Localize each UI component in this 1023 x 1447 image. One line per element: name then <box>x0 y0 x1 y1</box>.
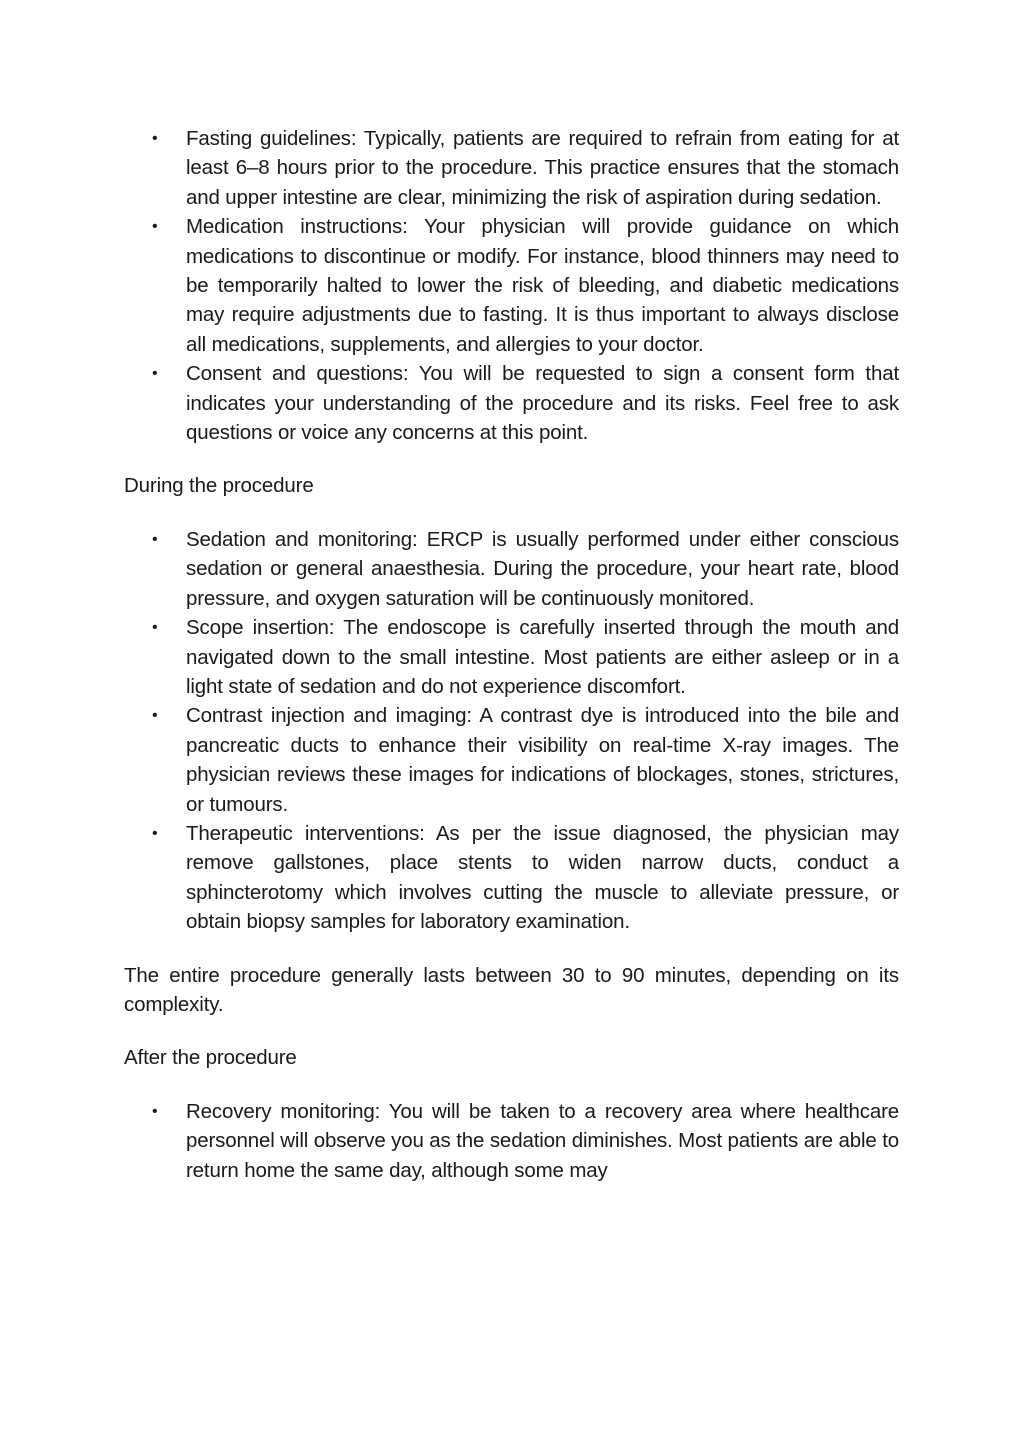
bullet-icon: • <box>152 218 158 236</box>
after-procedure-list <box>124 1097 899 1185</box>
list-item-text: Medication instructions: Your physician will provide guidance on which medications to discontinue or modify. For instance, blood thinners may need to be temporarily halted to lower the risk of bleeding, and diabetic medications may require adjustments due to fasting. It is thus important to always disclose all medications, supplements, and allergies to your doctor. <box>186 215 899 356</box>
bullet-icon: • <box>152 824 158 842</box>
list-item-text: Consent and questions: You will be requested to sign a consent form that indicates your understanding of the procedure and its risks. Feel free to ask questions or voice any concerns at this point. <box>186 362 899 445</box>
list-item <box>124 124 899 212</box>
bullet-icon: • <box>152 530 158 548</box>
document-page <box>124 124 899 1185</box>
list-item-text: Scope insertion: The endoscope is carefully inserted through the mouth and navigated down to the small intestine. Most patients are either asleep or in a light state of sedation and do not experience discomfort. <box>186 616 899 698</box>
bullet-icon: • <box>152 619 158 637</box>
list-item <box>124 819 899 937</box>
list-item-text: Fasting guidelines: Typically, patients are required to refrain from eating for at least 6–8 hours prior to the procedure. This practice ensures that the stomach and upper intestine are clear, minimizing the risk of aspiration during sedation. <box>186 127 899 209</box>
duration-paragraph: The entire procedure generally lasts between 30 to 90 minutes, depending on its complexity. <box>124 963 899 1016</box>
bullet-icon: • <box>152 365 158 383</box>
list-item <box>124 613 899 701</box>
bullet-icon: • <box>152 1102 158 1120</box>
list-item <box>124 701 899 819</box>
list-item <box>124 1097 899 1185</box>
list-item <box>124 212 899 359</box>
list-item <box>124 359 899 447</box>
during-procedure-list <box>124 525 899 937</box>
list-item <box>124 525 899 613</box>
before-procedure-list <box>124 124 899 447</box>
list-item-text: Recovery monitoring: You will be taken to a recovery area where healthcare personnel will observe you as the sedation diminishes. Most patients are able to return home the same day, although some may <box>186 1099 899 1182</box>
list-item-text: Sedation and monitoring: ERCP is usually performed under either conscious sedation or general anaesthesia. During the procedure, your heart rate, blood pressure, and oxygen saturation will be continuously monitored. <box>186 527 899 610</box>
bullet-icon: • <box>152 130 158 147</box>
list-item-text: Therapeutic interventions: As per the issue diagnosed, the physician may remove gallstones, place stents to widen narrow ducts, conduct a sphincterotomy which involves cutting the muscle to alleviate pressure, or obtain biopsy samples for laboratory examination. <box>186 821 899 934</box>
list-item-text: Contrast injection and imaging: A contrast dye is introduced into the bile and pancreatic ducts to enhance their visibility on real-time X-ray images. The physician reviews these images for indications of blockages, stones, strictures, or tumours. <box>186 704 899 816</box>
section-heading-after: After the procedure <box>124 1046 297 1070</box>
section-heading-during: During the procedure <box>124 474 314 498</box>
bullet-icon: • <box>152 707 158 725</box>
